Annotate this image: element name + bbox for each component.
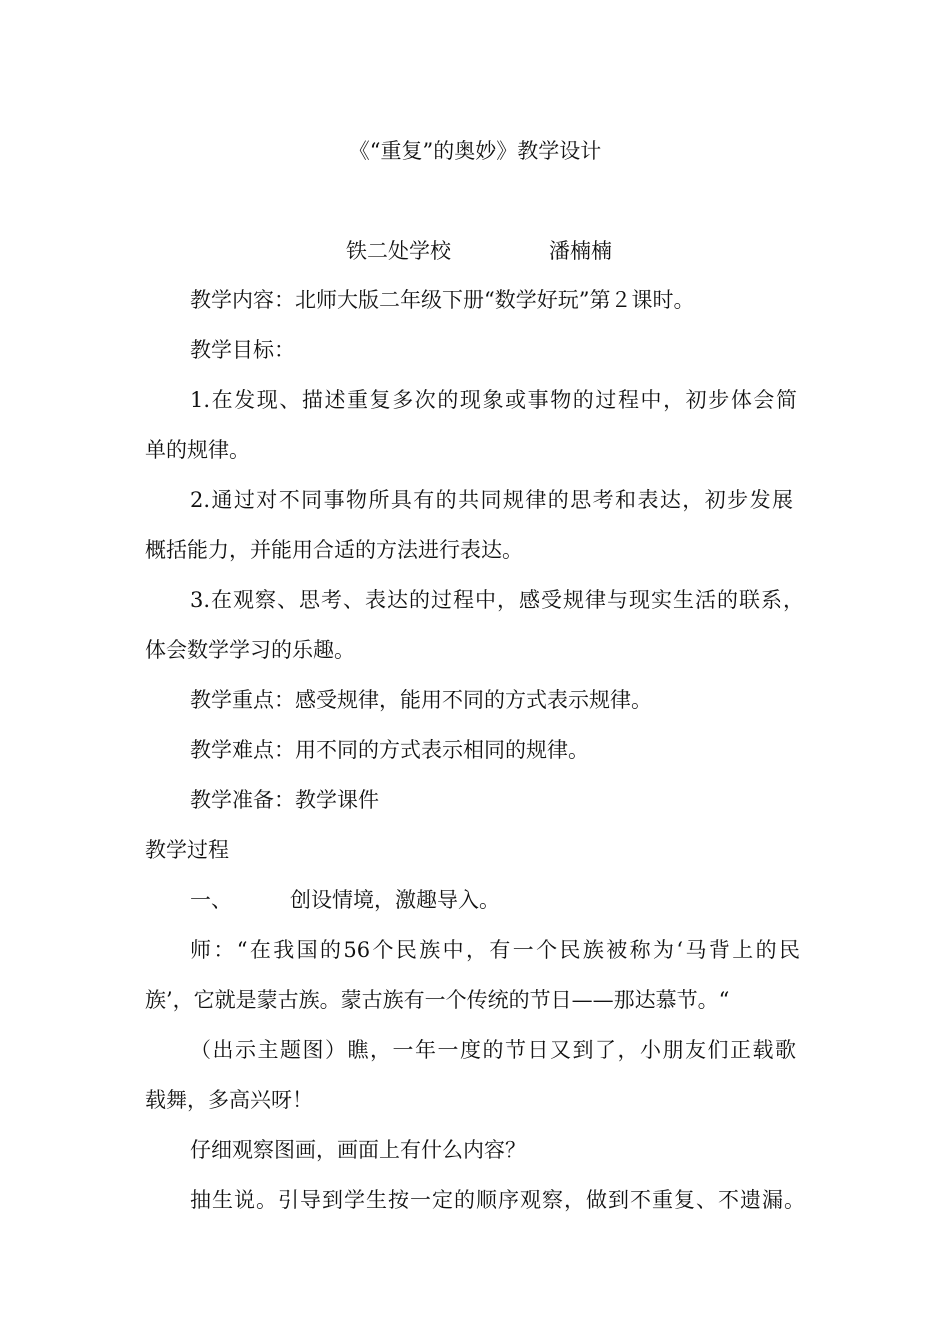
objective-1-line-1: 1.在发现、描述重复多次的现象或事物的过程中，初步体会简 xyxy=(190,388,797,412)
show-image-line-2: 载舞，多高兴呀！ xyxy=(145,1088,313,1112)
step-1-number: 一、 xyxy=(190,888,232,912)
objective-3-line-1: 3.在观察、思考、表达的过程中，感受规律与现实生活的联系， xyxy=(190,588,804,612)
teaching-key-point: 教学重点：感受规律，能用不同的方式表示规律。 xyxy=(190,688,652,712)
teaching-preparation: 教学准备：教学课件 xyxy=(190,788,379,812)
show-image-line-1: （出示主题图）瞧，一年一度的节日又到了，小朋友们正载歌 xyxy=(190,1038,796,1062)
objective-1-line-2: 单的规律。 xyxy=(145,438,250,462)
objectives-label: 教学目标： xyxy=(190,338,295,362)
objective-2-line-1: 2.通过对不同事物所具有的共同规律的思考和表达，初步发展 xyxy=(190,488,793,512)
process-heading: 教学过程 xyxy=(145,838,229,862)
observe-question: 仔细观察图画，画面上有什么内容？ xyxy=(190,1138,526,1162)
step-1-title: 创设情境，激趣导入。 xyxy=(290,888,500,912)
call-students: 抽生说。引导到学生按一定的顺序观察，做到不重复、不遗漏。 xyxy=(190,1188,805,1212)
teacher-speech-line-2: 族’，它就是蒙古族。蒙古族有一个传统的节日——那达慕节。“ xyxy=(145,988,730,1012)
teaching-content: 教学内容：北师大版二年级下册“数学好玩”第２课时。 xyxy=(190,288,695,312)
teaching-difficulty: 教学难点：用不同的方式表示相同的规律。 xyxy=(190,738,589,762)
author-school: 铁二处学校 xyxy=(346,239,451,263)
objective-3-line-2: 体会数学学习的乐趣。 xyxy=(145,638,355,662)
teacher-speech-line-1: 师：“在我国的56个民族中，有一个民族被称为‘马背上的民 xyxy=(190,938,800,962)
document-title: 《“重复”的奥妙》教学设计 xyxy=(348,139,602,163)
author-name: 潘楠楠 xyxy=(549,239,612,263)
objective-2-line-2: 概括能力，并能用合适的方法进行表达。 xyxy=(145,538,523,562)
